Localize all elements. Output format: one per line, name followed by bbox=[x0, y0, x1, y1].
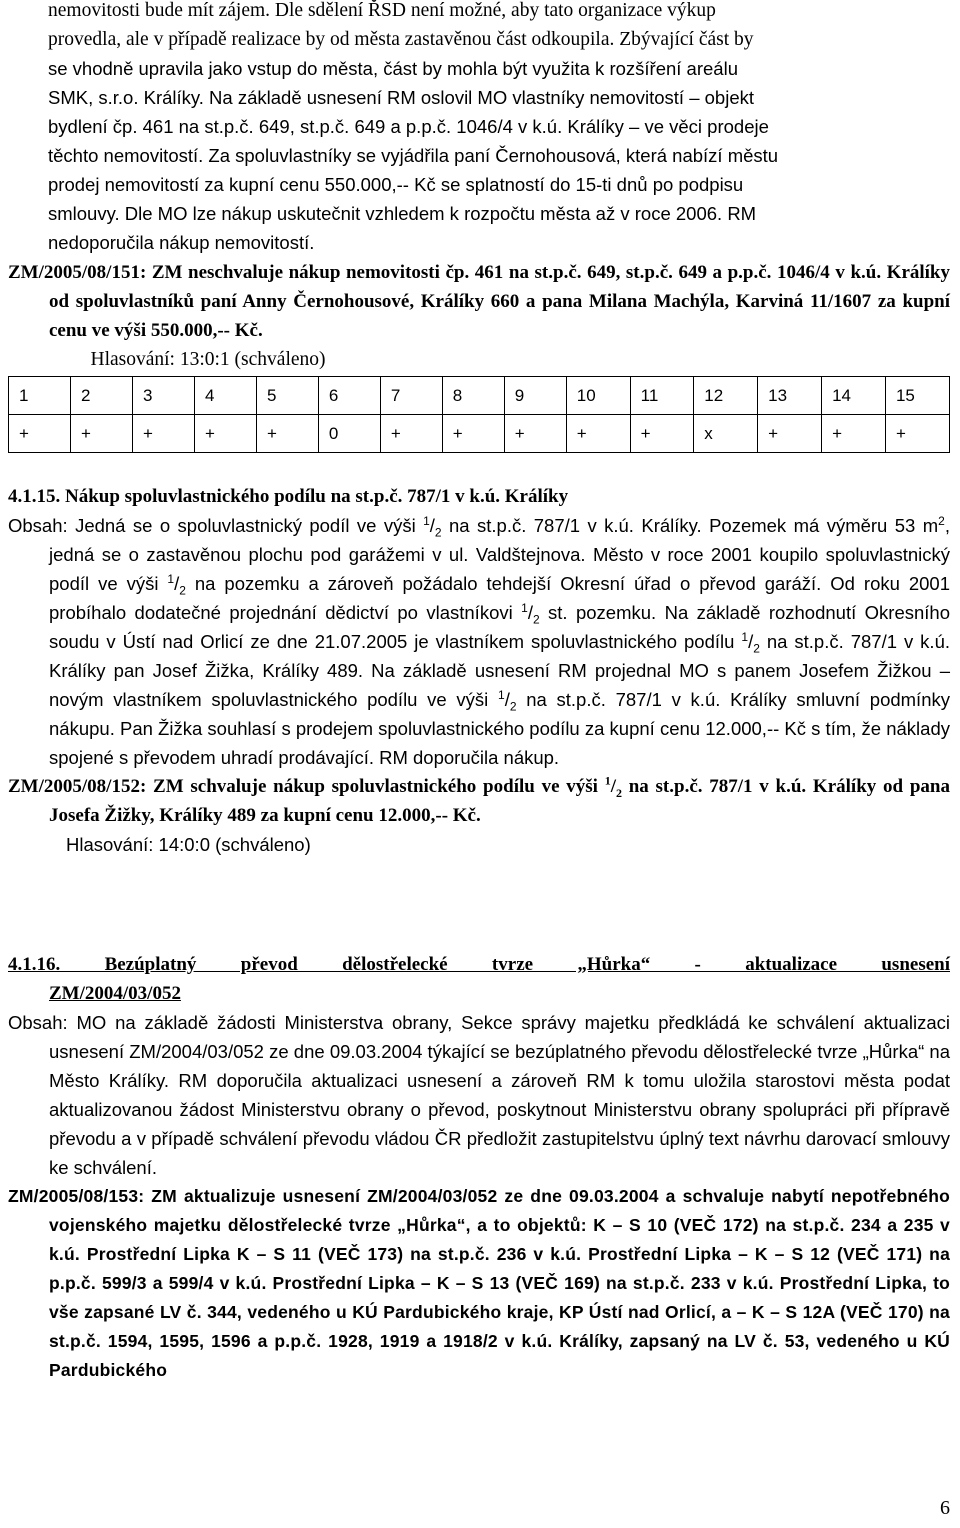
superscript: 2 bbox=[938, 513, 945, 528]
fraction-half: $^1/_2$ bbox=[741, 629, 760, 656]
vote-mark: + bbox=[256, 415, 318, 453]
section-4-1-16 bbox=[8, 950, 950, 1385]
obsah-text: na st.p.č. 787/1 v k.ú. Králíky smluvní podmínky nákupu. Pan Žižka souhlasí s prodejem spoluvlastnického podílu za kupní cenu 12.000,-- Kč s tím, že náklady spojené s převodem uhradí prodávající. RM doporučila nákup. bbox=[49, 689, 950, 768]
vote-mark: + bbox=[504, 415, 566, 453]
intro-line: smlouvy. Dle MO lze nákup uskutečnit vzhledem k rozpočtu města až v roce 2006. RM bbox=[48, 203, 757, 224]
resolution-152: ZM/2005/08/152: ZM schvaluje nákup spoluvlastnického podílu ve výši $^1/_2$ na st.p.č. 787/1 v k.ú. Králíky od pana Josefa Žižky, Králíky 489 za kupní cenu 12.000,-- Kč. bbox=[8, 773, 950, 826]
vote-number: 2 bbox=[70, 377, 132, 415]
vote-number: 11 bbox=[630, 377, 694, 415]
resolution-151-text: ZM/2005/08/151: ZM neschvaluje nákup nemovitosti čp. 461 na st.p.č. 649, st.p.č. 649 a p.p.č. 1046/4 v k.ú. Králíky od spoluvlastníků paní Anny Černohousové, Králíky 660 a pana Milana Machýla, Karviná 11/1607 za kupní cenu ve výši 550.000,-- Kč. bbox=[8, 262, 950, 341]
vote-mark: + bbox=[132, 415, 194, 453]
resolution-151 bbox=[8, 258, 950, 374]
obsah-text: na st.p.č. 787/1 v k.ú. Králíky pan Josef Žižka, Králíky 489. Na základě usnesení RM projednal MO s panem Josefem Žižkou – novým vlastníkem spoluvlastnického podílu ve výši bbox=[49, 631, 950, 710]
vote-number: 15 bbox=[885, 377, 949, 415]
obsah-label: Obsah: bbox=[8, 1012, 68, 1033]
vote-table-row-marks bbox=[9, 415, 950, 453]
vote-number: 8 bbox=[442, 377, 504, 415]
vote-mark: + bbox=[380, 415, 442, 453]
vote-151: Hlasování: 13:0:1 (schváleno) bbox=[90, 349, 326, 370]
intro-line: prodej nemovitostí za kupní cenu 550.000,-- Kč se splatností do 15-ti dnů po podpisu bbox=[48, 174, 744, 195]
fraction-half: $^1/_2$ bbox=[423, 513, 442, 540]
vote-152: Hlasování: 14:0:0 (schváleno) bbox=[66, 834, 311, 855]
obsah-label: Obsah: bbox=[8, 515, 68, 536]
vote-table bbox=[8, 376, 950, 453]
vote-number: 14 bbox=[822, 377, 886, 415]
section-heading-line2: ZM/2004/03/052 bbox=[49, 983, 181, 1004]
resolution-153: ZM/2005/08/153: ZM aktualizuje usnesení ZM/2004/03/052 ze dne 09.03.2004 a schvaluje nabytí nepotřebného vojenského majetku dělostřelecké tvrze „Hůrka“, a to objektů: K – S 10 (VEČ 172) na st.p.č. 234 a 235 v k.ú. Prostřední Lipka K – S 11 (VEČ 173) na st.p.č. 236 v k.ú. Prostřední Lipka – K – S 12 (VEČ 171) na p.p.č. 599/3 a 599/4 v k.ú. Prostřední Lipka – K – S 13 (VEČ 169) na st.p.č. 233 v k.ú. Prostřední Lipka, to vše zapsané LV č. 344, vedeného u KÚ Pardubického kraje, KP Ústí nad Orlicí, a – K – S 12A (VEČ 170) na st.p.č. 1594, 1595, 1596 a p.p.č. 1928, 1919 a 1918/2 v k.ú. Králíky, zapsaný na LV č. 53, vedeného u KÚ Pardubického bbox=[8, 1186, 950, 1380]
intro-line: se vhodně upravila jako vstup do města, část by mohla být využita k rozšíření areálu bbox=[48, 58, 738, 79]
intro-line: bydlení čp. 461 na st.p.č. 649, st.p.č. 649 a p.p.č. 1046/4 v k.ú. Králíky – ve věci prodeje bbox=[48, 116, 769, 137]
vote-number: 12 bbox=[694, 377, 758, 415]
vote-mark: + bbox=[194, 415, 256, 453]
vote-number: 1 bbox=[9, 377, 71, 415]
vote-mark: + bbox=[566, 415, 630, 453]
vote-number: 4 bbox=[194, 377, 256, 415]
intro-paragraph bbox=[48, 0, 950, 257]
obsah-text: , jedná se o zastavěnou plochu pod garážemi v ul. Valdštejnova. Město v roce 2001 koupilo spoluvlastnický podíl ve výši bbox=[49, 515, 950, 594]
vote-mark: + bbox=[442, 415, 504, 453]
page-number: 6 bbox=[940, 1497, 950, 1519]
vote-mark: + bbox=[9, 415, 71, 453]
vote-mark: 0 bbox=[318, 415, 380, 453]
vote-number: 7 bbox=[380, 377, 442, 415]
vote-mark: + bbox=[758, 415, 822, 453]
vote-mark: + bbox=[885, 415, 949, 453]
fraction-half: $^1/_2$ bbox=[167, 571, 186, 598]
intro-line: nedoporučila nákup nemovitostí. bbox=[48, 232, 315, 253]
section-heading bbox=[8, 482, 950, 511]
vote-table-row-numbers bbox=[9, 377, 950, 415]
intro-line: SMK, s.r.o. Králíky. Na základě usnesení RM oslovil MO vlastníky nemovitostí – objekt bbox=[48, 87, 755, 108]
vote-mark: + bbox=[70, 415, 132, 453]
vote-number: 13 bbox=[758, 377, 822, 415]
fraction-half: $^1/_2$ bbox=[498, 687, 517, 714]
obsah-text: st. pozemku. Na základě rozhodnutí Okresního soudu v Ústí nad Orlicí ze dne 21.07.2005 je vlastníkem spoluvlastnického podílu bbox=[49, 602, 950, 652]
obsah-text: na st.p.č. 787/1 v k.ú. Králíky. Pozemek má výměru 53 m bbox=[441, 515, 939, 536]
section-heading: 4.1.16. Bezúplatný převod dělostřelecké tvrze „Hůrka“ - aktualizace usnesení bbox=[8, 954, 950, 975]
vote-number: 5 bbox=[256, 377, 318, 415]
section-obsah bbox=[8, 511, 950, 772]
vote-mark: + bbox=[630, 415, 694, 453]
vote-mark: x bbox=[694, 415, 758, 453]
vote-number: 6 bbox=[318, 377, 380, 415]
vote-number: 3 bbox=[132, 377, 194, 415]
vote-number: 10 bbox=[566, 377, 630, 415]
obsah-text: na pozemku a zároveň požádalo tehdejší Okresní úřad o převod garáží. Od roku 2001 probíhalo dodatečné projednání dědictví po vlastníkovi bbox=[49, 573, 951, 623]
intro-line: provedla, ale v případě realizace by od města zastavěnou část odkoupila. Zbývající část by bbox=[48, 29, 754, 50]
vote-table-wrapper bbox=[8, 368, 950, 461]
section-obsah bbox=[8, 1008, 950, 1182]
intro-line: těchto nemovitostí. Za spoluvlastníky se vyjádřila paní Černohousová, která nabízí městu bbox=[48, 145, 779, 166]
vote-mark: + bbox=[822, 415, 886, 453]
section-4-1-15 bbox=[8, 482, 950, 859]
fraction-half: $^1/_2$ bbox=[604, 773, 622, 800]
obsah-text: MO na základě žádosti Ministerstva obrany, Sekce správy majetku předkládá ke schválení aktualizaci usnesení ZM/2004/03/052 ze dne 09.03.2004 týkající se bezúplatného převodu dělostřelecké tvrze „Hůrka“ na Město Králíky. RM doporučila aktualizaci usnesení a zároveň RM k tomu uložila starostovi města podat aktualizovanou žádost Ministerstvu obrany o převod, poskytnout Ministerstvu obrany spolupráci při přípravě převodu a v případě schválení převodu vládou ČR předložit zastupitelstvu úplný text návrhu darovací smlouvy ke schválení. bbox=[49, 1012, 950, 1178]
section-heading-text: 4.1.15. Nákup spoluvlastnického podílu na st.p.č. 787/1 v k.ú. Králíky bbox=[8, 486, 569, 507]
vote-number: 9 bbox=[504, 377, 566, 415]
fraction-half: $^1/_2$ bbox=[521, 600, 540, 627]
obsah-text: Jedná se o spoluvlastnický podíl ve výši bbox=[67, 515, 424, 536]
intro-line: nemovitosti bude mít zájem. Dle sdělení ŘSD není možné, aby tato organizace výkup bbox=[48, 0, 716, 21]
